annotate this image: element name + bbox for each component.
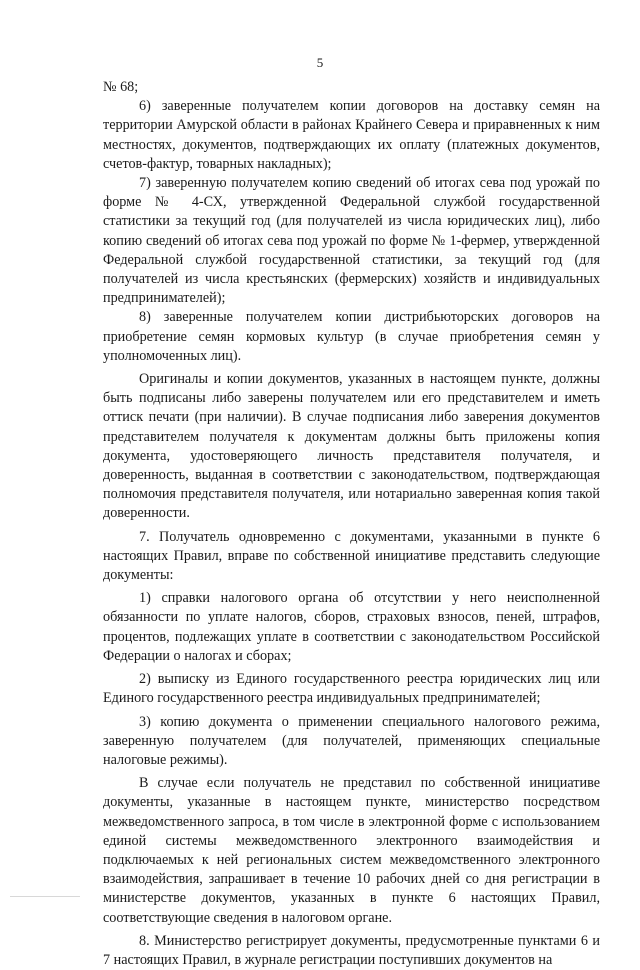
section-7-item-1: 1) справки налогового органа об отсутствии у него неисполненной обязанности по уплате налогов, сборов, страховых взносов, пеней, штрафов, процентов, подлежащих уплате в соответствии с законодательством Российской Федерации о налогах и сборах;: [103, 590, 600, 664]
paragraph-interagency-request: В случае если получатель не представил по собственной инициативе документы, указанные в настоящем пункте, министерство посредством межведомственного запроса, в том числе в электронной форме с использованием единой системы межведомственного электронного взаимодействия и подключаемых к ней региональных систем межведомственного электронного взаимодействия, запрашивает в течение 10 рабочих дней со дня регистрации в министерстве документов, указанных в пункте 6 настоящих Правил, соответствующие сведения в налоговом органе.: [103, 775, 600, 926]
section-8-start: 8. Министерство регистрирует документы, предусмотренные пунктами 6 и 7 настоящих Правил, в журнале регистрации поступивших документов на: [103, 932, 600, 968]
page-number: 5: [316, 55, 324, 70]
section-7-item-3: 3) копию документа о применении специального налогового режима, заверенную получателем (для получателей, применяющих специальные налоговые режимы).: [103, 713, 600, 768]
list-item-6: 6) заверенные получателем копии договоров на доставку семян на территории Амурской области в районах Крайнего Севера и приравненных к ним местностях, документов, подтверждающих их оплату (платежных документов, счетов-фактур, товарных накладных);: [103, 98, 600, 172]
section-7-heading: 7. Получатель одновременно с документами, указанными в пункте 6 настоящих Правил, вправе по собственной инициативе представить следующие документы:: [103, 528, 600, 584]
section-7-item-2: 2) выписку из Единого государственного реестра юридических лиц или Единого государственного реестра индивидуальных предпринимателей;: [103, 671, 600, 707]
list-item-8: 8) заверенные получателем копии дистрибьюторских договоров на приобретение семян кормовых культур (в случае приобретения семян у уполномоченных лиц).: [103, 309, 600, 364]
scan-edge-mark: [10, 896, 80, 897]
paragraph-continuation: № 68;: [103, 79, 139, 95]
document-body: [103, 78, 600, 970]
list-item-7: 7) заверенную получателем копию сведений об итогах сева под урожай по форме № 4-СХ, утвержденной Федеральной службой государственной статистики за текущий год (для получателей из числа юридических лиц), либо копию сведений об итогах сева под урожай по форме № 1-фермер, утвержденной Федеральной службой государственной статистики, за текущий год (для получателей из числа крестьянских (фермерских) хозяйств и индивидуальных предпринимателей);: [103, 175, 600, 307]
paragraph-originals: Оригиналы и копии документов, указанных в настоящем пункте, должны быть подписаны либо заверены получателем или его представителем и иметь оттиск печати (при наличии). В случае подписания либо заверения документов представителем получателя к документам должны быть приложены копия документа, удостоверяющего личность представителя получателя, и доверенность, выданная в соответствии с законодательством, подтверждающая полномочия представителя получателя, или нотариально заверенная копия такой доверенности.: [103, 371, 600, 522]
